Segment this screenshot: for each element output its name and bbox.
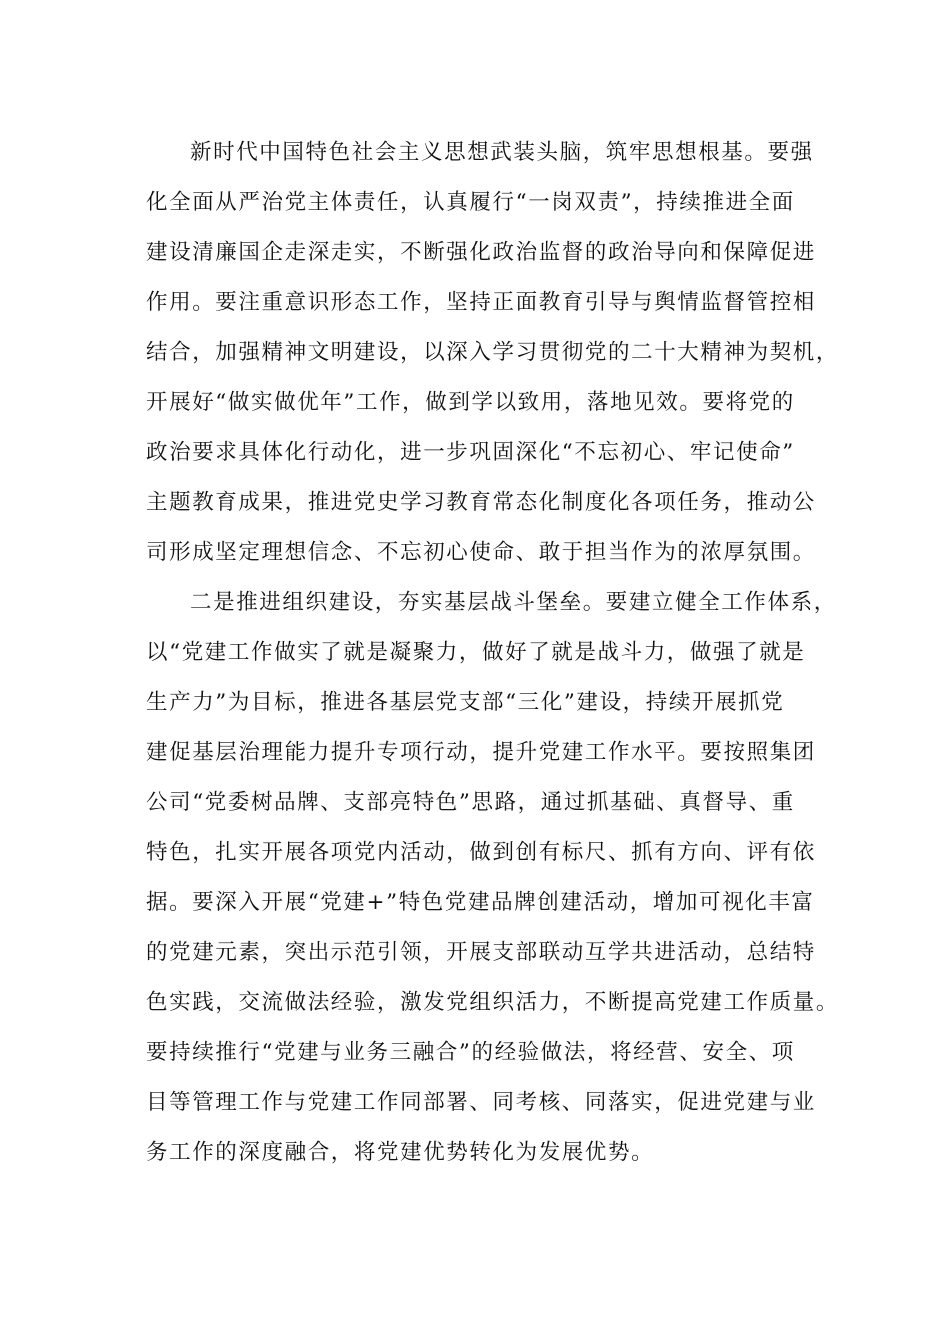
text-line: 作用。要注重意识形态工作，坚持正面教育引导与舆情监督管控相 [146, 290, 816, 315]
text-line: 据。要深入开展“党建+”特色党建品牌创建活动，增加可视化丰富 [146, 890, 815, 915]
text-line: 生产力”为目标，推进各基层党支部“三化”建设，持续开展抓党 [146, 690, 785, 715]
text-line: 务工作的深度融合，将党建优势转化为发展优势。 [146, 1140, 655, 1165]
body-text [146, 128, 840, 1178]
text-line: 色实践，交流做法经验，激发党组织活力，不断提高党建工作质量。 [146, 990, 840, 1015]
text-line: 司形成坚定理想信念、不忘初心使命、敢于担当作为的浓厚氛围。 [146, 540, 816, 565]
text-line: 建促基层治理能力提升专项行动，提升党建工作水平。要按照集团 [146, 740, 816, 765]
text-line: 特色，扎实开展各项党内活动，做到创有标尺、抓有方向、评有依 [146, 840, 816, 865]
text-line: 结合，加强精神文明建设，以深入学习贯彻党的二十大精神为契机， [146, 340, 840, 365]
text-line: 的党建元素，突出示范引领，开展支部联动互学共进活动，总结特 [146, 940, 816, 965]
text-line: 新时代中国特色社会主义思想武装头脑，筑牢思想根基。要强 [190, 140, 814, 165]
text-line: 化全面从严治党主体责任，认真履行“一岗双责”，持续推进全面 [146, 190, 795, 215]
text-line: 开展好“做实做优年”工作，做到学以致用，落地见效。要将党的 [146, 390, 795, 415]
text-line: 二是推进组织建设，夯实基层战斗堡垒。要建立健全工作体系， [190, 590, 837, 615]
text-line: 要持续推行“党建与业务三融合”的经验做法，将经营、安全、项 [146, 1040, 795, 1065]
text-line: 建设清廉国企走深走实，不断强化政治监督的政治导向和保障促进 [146, 240, 816, 265]
text-line: 目等管理工作与党建工作同部署、同考核、同落实，促进党建与业 [146, 1090, 816, 1115]
text-line: 政治要求具体化行动化，进一步巩固深化“不忘初心、牢记使命” [146, 440, 795, 465]
text-line: 主题教育成果，推进党史学习教育常态化制度化各项任务，推动公 [146, 490, 816, 515]
text-line: 以“党建工作做实了就是凝聚力，做好了就是战斗力，做强了就是 [146, 640, 806, 665]
text-line: 公司“党委树品牌、支部亮特色”思路，通过抓基础、真督导、重 [146, 790, 795, 815]
